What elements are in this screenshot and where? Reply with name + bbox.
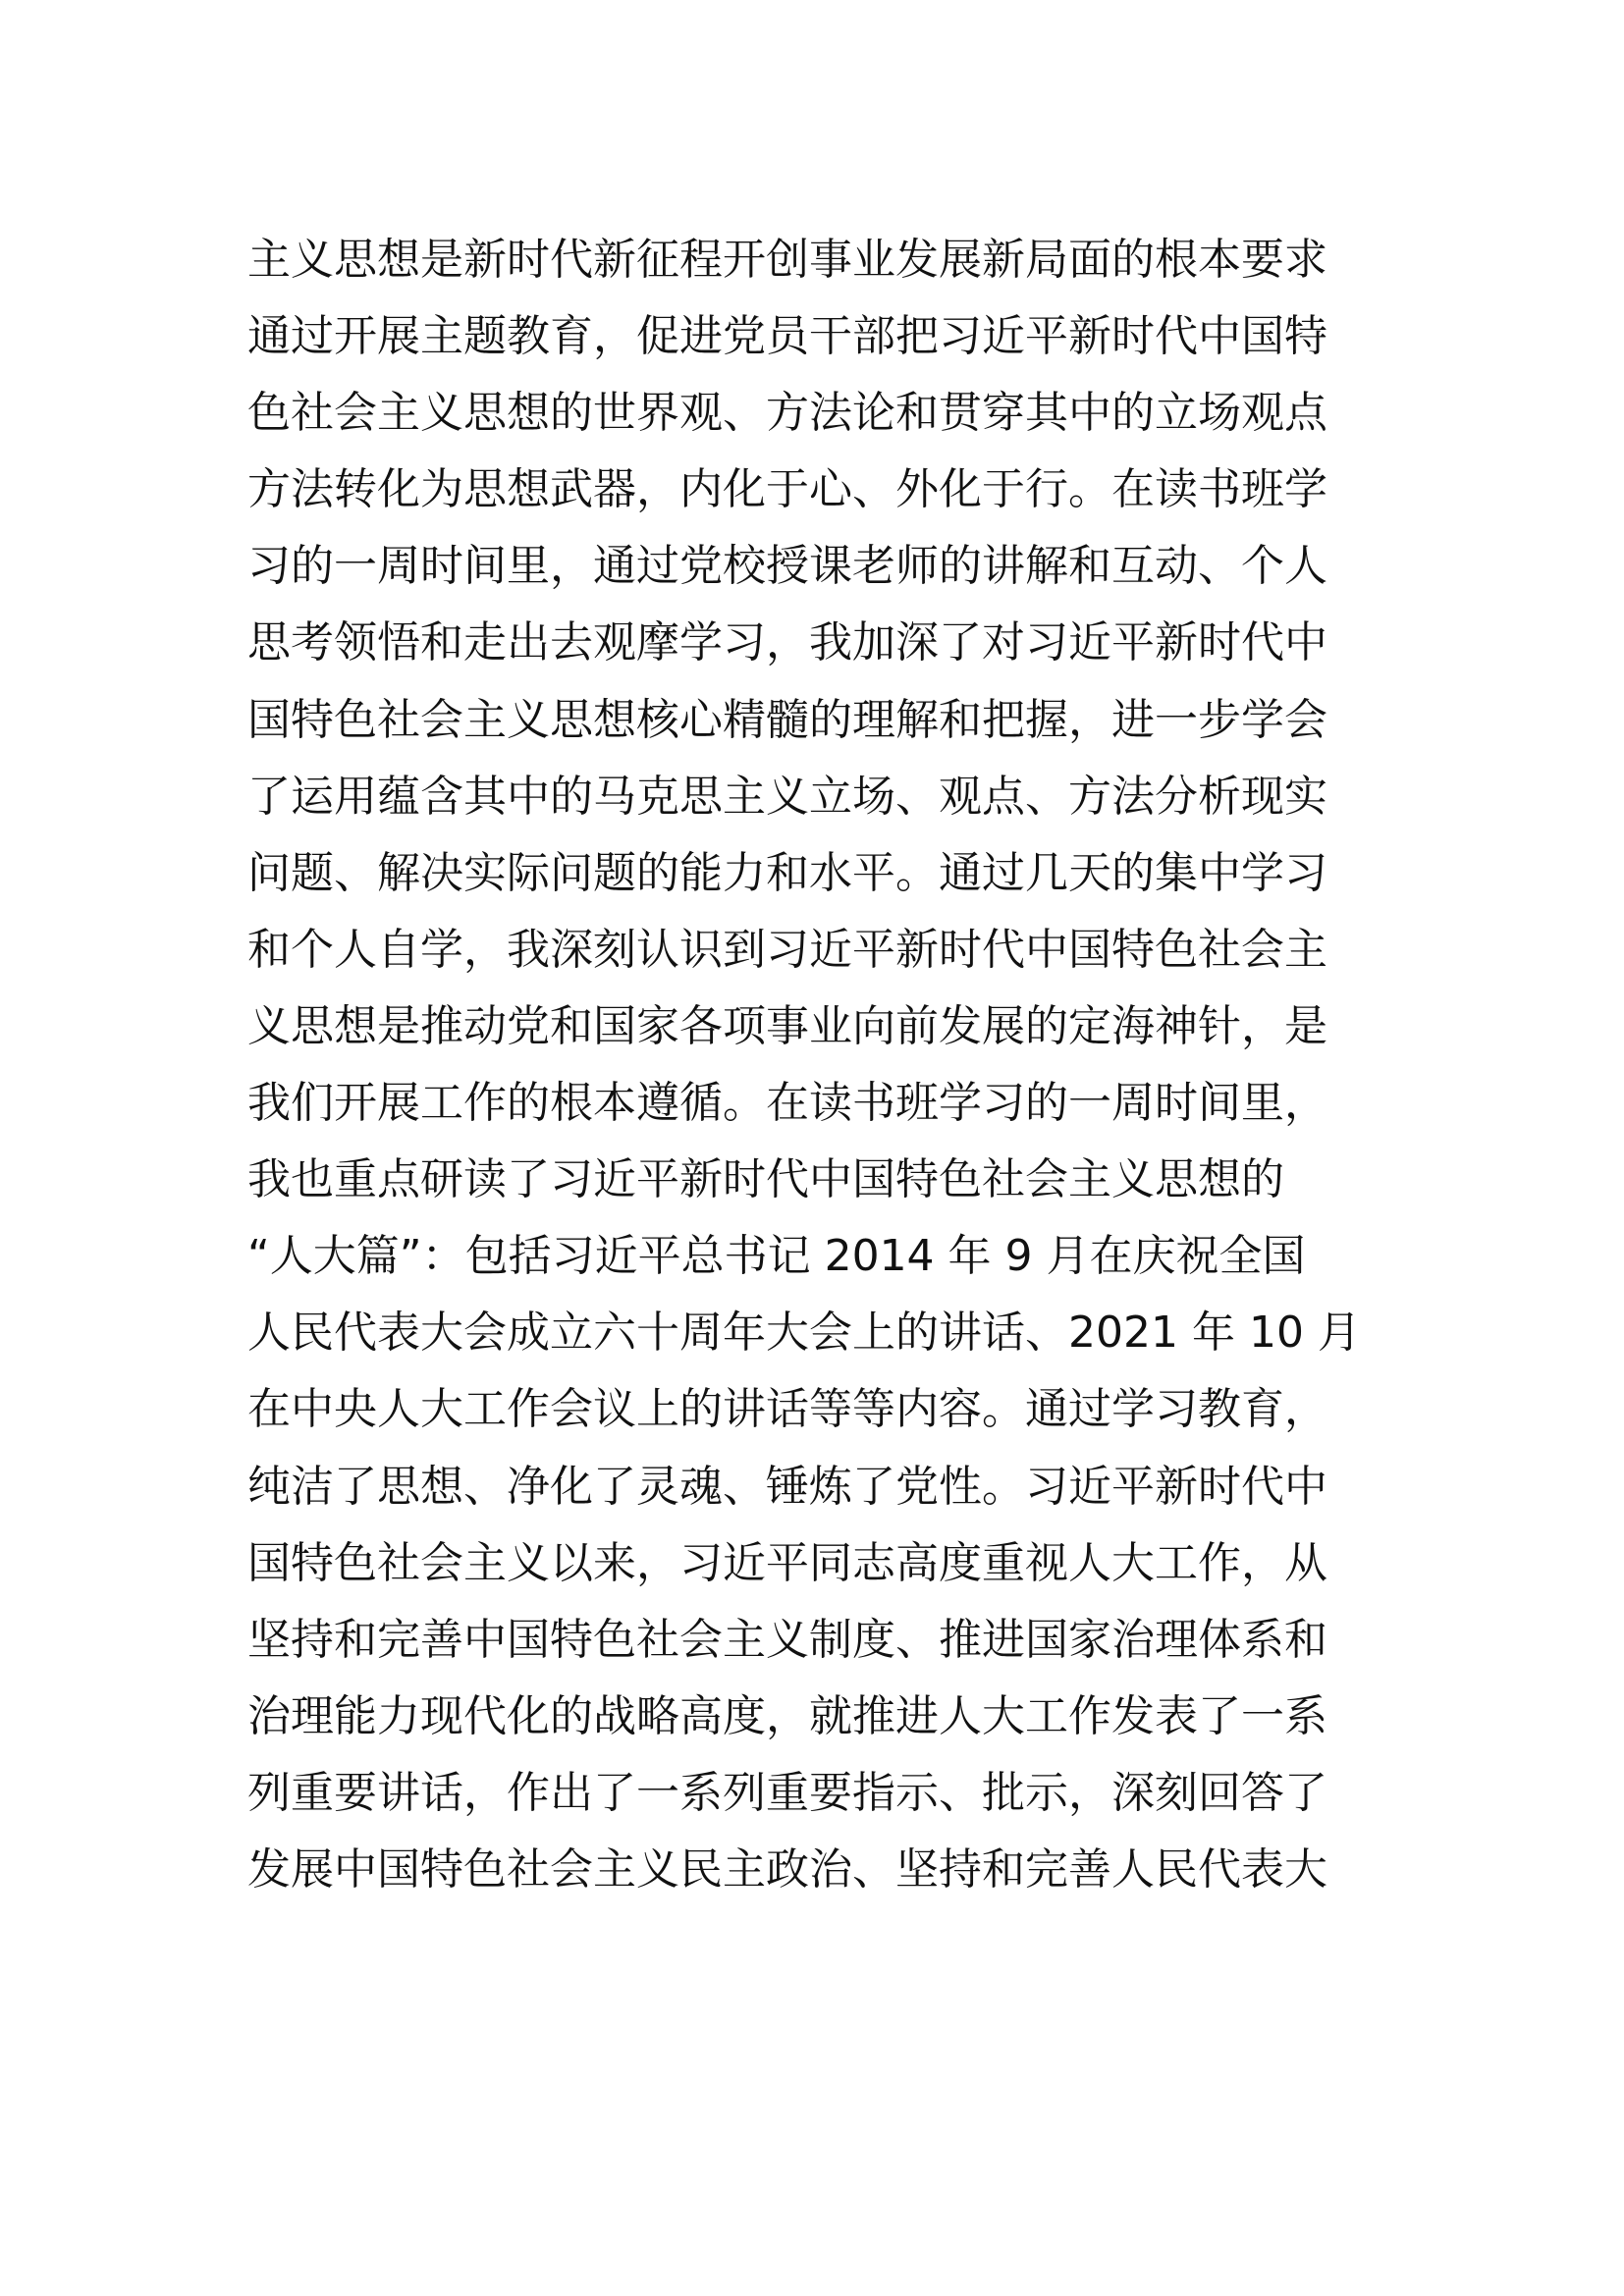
text-line: 人民代表大会成立六十周年大会上的讲话、2021 年 10 月 bbox=[247, 1308, 1361, 1359]
text-line: 方法转化为思想武器，内化于心、外化于行。在读书班学 bbox=[247, 464, 1327, 515]
text-line: 习的一周时间里，通过党校授课老师的讲解和互动、个人 bbox=[247, 541, 1327, 592]
text-line: 义思想是推动党和国家各项事业向前发展的定海神针，是 bbox=[247, 1000, 1327, 1051]
text-line: “人大篇”：包括习近平总书记 2014 年 9 月在庆祝全国 bbox=[247, 1231, 1306, 1282]
text-line: 国特色社会主义以来，习近平同志高度重视人大工作，从 bbox=[247, 1537, 1327, 1588]
text-line: 通过开展主题教育，促进党员干部把习近平新时代中国特 bbox=[247, 311, 1327, 362]
text-line: 坚持和完善中国特色社会主义制度、推进国家治理体系和 bbox=[247, 1614, 1327, 1665]
text-line: 我们开展工作的根本遵循。在读书班学习的一周时间里， bbox=[247, 1078, 1327, 1129]
text-line: 思考领悟和走出去观摩学习，我加深了对习近平新时代中 bbox=[247, 617, 1327, 668]
text-line: 治理能力现代化的战略高度，就推进人大工作发表了一系 bbox=[247, 1690, 1327, 1741]
text-line: 纯洁了思想、净化了灵魂、锤炼了党性。习近平新时代中 bbox=[247, 1461, 1327, 1512]
text-line: 我也重点研读了习近平新时代中国特色社会主义思想的 bbox=[247, 1154, 1284, 1205]
text-line: 主义思想是新时代新征程开创事业发展新局面的根本要求 bbox=[247, 235, 1327, 285]
text-line: 国特色社会主义思想核心精髓的理解和把握，进一步学会 bbox=[247, 694, 1327, 745]
text-line: 列重要讲话，作出了一系列重要指示、批示，深刻回答了 bbox=[247, 1767, 1327, 1818]
text-line: 在中央人大工作会议上的讲话等等内容。通过学习教育， bbox=[247, 1384, 1327, 1435]
text-line: 发展中国特色社会主义民主政治、坚持和完善人民代表大 bbox=[247, 1843, 1327, 1895]
text-line: 色社会主义思想的世界观、方法论和贯穿其中的立场观点 bbox=[247, 388, 1327, 439]
text-line: 了运用蕴含其中的马克思主义立场、观点、方法分析现实 bbox=[247, 771, 1327, 822]
text-line: 和个人自学，我深刻认识到习近平新时代中国特色社会主 bbox=[247, 924, 1327, 975]
text-line: 问题、解决实际问题的能力和水平。通过几天的集中学习 bbox=[247, 847, 1327, 898]
body-text bbox=[247, 222, 1391, 1908]
